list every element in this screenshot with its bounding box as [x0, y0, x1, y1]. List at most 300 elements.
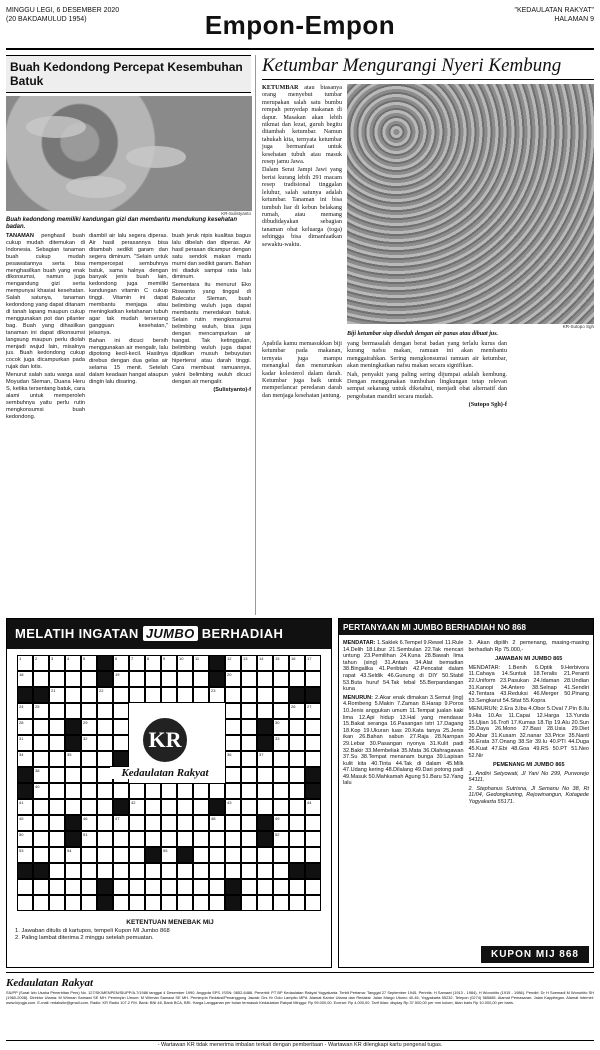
crossword-cell[interactable] [145, 655, 161, 671]
crossword-cell[interactable] [65, 671, 81, 687]
crossword-cell[interactable] [273, 831, 289, 847]
crossword-cell[interactable] [225, 719, 241, 735]
crossword-block [17, 767, 33, 783]
crossword-cell[interactable] [33, 767, 49, 783]
crossword-cell[interactable] [49, 735, 65, 751]
crossword-cell[interactable] [113, 815, 129, 831]
crossword-block [209, 655, 225, 671]
page-number: HALAMAN 9 [554, 16, 594, 23]
crossword-cell[interactable] [97, 719, 113, 735]
crossword-cell[interactable] [209, 815, 225, 831]
body-column-2 [262, 340, 342, 410]
crossword-cell[interactable] [305, 879, 321, 895]
masthead [6, 4, 594, 50]
crossword-cell[interactable] [305, 719, 321, 735]
crossword-block [97, 895, 113, 911]
crossword-cell[interactable] [241, 815, 257, 831]
crossword-cell[interactable] [97, 735, 113, 751]
crossword-cell[interactable] [49, 815, 65, 831]
crossword-cell[interactable] [49, 879, 65, 895]
crossword-cell[interactable] [161, 879, 177, 895]
crossword-cell[interactable] [273, 863, 289, 879]
crossword-cell[interactable] [177, 655, 193, 671]
crossword-cell[interactable] [241, 719, 257, 735]
crossword-cell[interactable] [145, 671, 161, 687]
crossword-block [305, 783, 321, 799]
crossword-block [65, 831, 81, 847]
cell-number: 50 [19, 832, 24, 837]
cell-number: 4 [67, 656, 70, 661]
crossword-cell[interactable] [209, 879, 225, 895]
crossword-cell[interactable] [81, 831, 97, 847]
rules-title: KETENTUAN MENEBAK MIJ [126, 919, 214, 926]
crossword-cell[interactable] [289, 815, 305, 831]
crossword-cell[interactable] [97, 799, 113, 815]
crossword-cell[interactable] [129, 783, 145, 799]
crossword-cell[interactable] [305, 655, 321, 671]
crossword-cell[interactable] [257, 783, 273, 799]
crossword-cell[interactable] [97, 815, 113, 831]
crossword-cell[interactable] [49, 863, 65, 879]
crossword-cell[interactable] [161, 815, 177, 831]
crossword-grid[interactable] [10, 655, 328, 915]
crossword-cell[interactable] [17, 895, 33, 911]
crossword-cell[interactable] [305, 751, 321, 767]
crossword-cell[interactable] [161, 655, 177, 671]
crossword-cell[interactable] [225, 735, 241, 751]
crossword-cell[interactable] [65, 799, 81, 815]
crossword-cell[interactable] [241, 879, 257, 895]
crossword-cell[interactable] [65, 703, 81, 719]
crossword-cell[interactable] [49, 671, 65, 687]
crossword-cell[interactable] [17, 655, 33, 671]
crossword-cell[interactable] [177, 815, 193, 831]
crossword-cell[interactable] [241, 671, 257, 687]
crossword-cell[interactable] [193, 863, 209, 879]
crossword-cell[interactable] [289, 735, 305, 751]
article-kedondong [6, 55, 256, 615]
crossword-cell[interactable] [161, 847, 177, 863]
crossword-cell[interactable] [81, 879, 97, 895]
crossword-cell[interactable] [113, 895, 129, 911]
crossword-cell[interactable] [17, 815, 33, 831]
photo-credit: KR-Sutopo Sgh [562, 324, 594, 329]
crossword-cell[interactable] [305, 847, 321, 863]
crossword-cell[interactable] [241, 799, 257, 815]
crossword-block [17, 783, 33, 799]
paragraph: penghasil buah cukup mudah ditemukan di Indonesia. Sebagian tanaman buah cukup mudah pesawatannya serta bisa menghasilkan buah yang enak dikonsumsi, namun juga mengandung gizi serta mempunyai khasiat kesehatan. Salah satunya, tanaman kedondong yang dapat ditanam di tanah lapang maupun cukup menggunakan pot dan pilanter bag. Buah yang dihasilkan tanaman ini dapat dikonsumsi langsung maupun perlu diolah menjadi wujud lain, misalnya jus. Buah kedondong cukup cocok juga dicampurkan pada rujak dan lotis. [6, 233, 85, 371]
crossword-cell[interactable] [225, 783, 241, 799]
crossword-cell[interactable] [49, 751, 65, 767]
crossword-block [97, 671, 113, 687]
crossword-cell[interactable] [65, 895, 81, 911]
crossword-cell[interactable] [17, 719, 33, 735]
winner-entry: 1. Andini Setyowati, Jl Yani No 299, Purworejo 54111. [468, 770, 589, 784]
answer-list: MENDATAR: 1.Benih 6.Optik 9.Herbivora 11.Cahaya 14.Suntuk 18.Teralis 21.Peranti 22.Uniform 23.Pasukan 24.Idaman 28.Undian 31.Kanopi 34.Antero 38.Selnap 41.Sendiri 42.Tentara 43.Reduksi 46.Merger 50.Pinang 53.Sengkarut 54.Sitat 55.Kopra [468, 664, 589, 704]
crossword-cell[interactable] [113, 735, 129, 751]
crossword-panel [6, 618, 332, 968]
crossword-cell[interactable] [273, 703, 289, 719]
coupon[interactable]: KUPON MIJ 868 [481, 946, 589, 963]
crossword-cell[interactable] [193, 671, 209, 687]
cell-number: 21 [51, 688, 56, 693]
crossword-cell[interactable] [17, 831, 33, 847]
fruit-shape [26, 116, 86, 138]
crossword-cell[interactable] [33, 879, 49, 895]
crossword-cell[interactable] [305, 815, 321, 831]
crossword-cell[interactable] [97, 703, 113, 719]
section-title: Empon-Empon [204, 10, 396, 40]
crossword-cell[interactable] [289, 767, 305, 783]
cell-number: 15 [275, 656, 280, 661]
crossword-cell[interactable] [289, 703, 305, 719]
crossword-cell[interactable] [193, 815, 209, 831]
crossword-cell[interactable] [17, 735, 33, 751]
crossword-cell[interactable] [145, 863, 161, 879]
crossword-cell[interactable] [177, 895, 193, 911]
crossword-cell[interactable] [289, 783, 305, 799]
crossword-cell[interactable] [273, 879, 289, 895]
crossword-cell[interactable] [273, 815, 289, 831]
crossword-cell[interactable] [49, 703, 65, 719]
crossword-cell[interactable] [273, 751, 289, 767]
crossword-cell[interactable] [177, 783, 193, 799]
crossword-cell[interactable] [113, 719, 129, 735]
crossword-cell[interactable] [129, 863, 145, 879]
crossword-block [305, 767, 321, 783]
crossword-cell[interactable] [193, 895, 209, 911]
crossword-cell[interactable] [33, 783, 49, 799]
paragraph: Menurut salah satu warga asal Moyudan Sleman, Duana Heru S, ketika tersentang batuk, cara alami untuk memperoleh sembuhnya yaitu perlu rutin mengkonsumsi buah kedondong. [6, 372, 85, 420]
crossword-cell[interactable] [177, 799, 193, 815]
prize-note: 3. Akan dipilih 2 pemenang, masing-masing berhadiah Rp 75.000,- [468, 640, 589, 653]
crossword-cell[interactable] [145, 687, 161, 703]
crossword-cell[interactable] [113, 687, 129, 703]
crossword-cell[interactable] [241, 751, 257, 767]
crossword-cell[interactable] [225, 655, 241, 671]
crossword-cell[interactable] [209, 831, 225, 847]
crossword-cell[interactable] [161, 863, 177, 879]
crossword-cell[interactable] [305, 831, 321, 847]
crossword-cell[interactable] [129, 879, 145, 895]
crossword-cell[interactable] [33, 895, 49, 911]
crossword-cell[interactable] [113, 847, 129, 863]
cell-number: 55 [163, 848, 168, 853]
crossword-cell[interactable] [257, 655, 273, 671]
crossword-cell[interactable] [289, 751, 305, 767]
crossword-cell[interactable] [129, 655, 145, 671]
crossword-cell[interactable] [273, 767, 289, 783]
crossword-cell[interactable] [81, 735, 97, 751]
crossword-cell[interactable] [193, 831, 209, 847]
cell-number: 16 [291, 656, 296, 661]
cell-number: 25 [35, 704, 40, 709]
crossword-cell[interactable] [33, 831, 49, 847]
cell-number: 47 [115, 816, 120, 821]
crossword-cell[interactable] [113, 783, 129, 799]
crossword-cell[interactable] [225, 687, 241, 703]
cell-number: 3 [51, 656, 54, 661]
crossword-cell[interactable] [257, 863, 273, 879]
crossword-cell[interactable] [257, 799, 273, 815]
crossword-cell[interactable] [257, 671, 273, 687]
crossword-cell[interactable] [193, 655, 209, 671]
crossword-cell[interactable] [225, 671, 241, 687]
crossword-cell[interactable] [305, 671, 321, 687]
crossword-cell[interactable] [209, 687, 225, 703]
crossword-cell[interactable] [305, 703, 321, 719]
crossword-cell[interactable] [289, 879, 305, 895]
cell-number: 17 [307, 656, 312, 661]
crossword-cell[interactable] [257, 703, 273, 719]
crossword-cell[interactable] [129, 799, 145, 815]
crossword-cell[interactable] [113, 863, 129, 879]
crossword-cell[interactable] [49, 687, 65, 703]
crossword-cell[interactable] [49, 655, 65, 671]
crossword-cell[interactable] [113, 879, 129, 895]
crossword-cell[interactable] [289, 847, 305, 863]
crossword-cell[interactable] [257, 847, 273, 863]
crossword-cell[interactable] [33, 751, 49, 767]
crossword-cell[interactable] [177, 671, 193, 687]
crossword-cell[interactable] [241, 847, 257, 863]
crossword-cell[interactable] [145, 799, 161, 815]
crossword-cell[interactable] [129, 847, 145, 863]
crossword-cell[interactable] [65, 687, 81, 703]
crossword-cell[interactable] [193, 687, 209, 703]
paragraph: diambil air lalu segera diperas. Air hasil perasannya bisa ditambah sedikit garam dan segera diminum. "Selain untuk mempercepat sembuhnya batuk, sama halnya dengan banyak jenis buah lain, kedondong juga memiliki kandungan vitamin C cukup tinggi. Vitamin ini dapat membantu menjaga atau meningkatkan ketahanan tubuh agar tak mudah terserang gangguan kesehatan," jelasnya. [89, 233, 168, 336]
crossword-cell[interactable] [81, 719, 97, 735]
crossword-cell[interactable] [289, 831, 305, 847]
crossword-cell[interactable] [33, 847, 49, 863]
crossword-cell[interactable] [113, 671, 129, 687]
crossword-cell[interactable] [161, 799, 177, 815]
crossword-cell[interactable] [257, 767, 273, 783]
crossword-cell[interactable] [289, 671, 305, 687]
crossword-cell[interactable] [33, 703, 49, 719]
crossword-cell[interactable] [33, 735, 49, 751]
crossword-cell[interactable] [177, 831, 193, 847]
crossword-cell[interactable] [33, 799, 49, 815]
crossword-cell[interactable] [81, 783, 97, 799]
article-body [6, 233, 251, 421]
crossword-cell[interactable] [113, 831, 129, 847]
crossword-cell[interactable] [273, 687, 289, 703]
cell-number: 11 [195, 656, 200, 661]
crossword-cell[interactable] [145, 895, 161, 911]
crossword-cell[interactable] [113, 655, 129, 671]
cell-number: 48 [211, 816, 216, 821]
crossword-cell[interactable] [81, 895, 97, 911]
crossword-cell[interactable] [49, 847, 65, 863]
crossword-cell[interactable] [193, 879, 209, 895]
crossword-cell[interactable] [49, 767, 65, 783]
crossword-cell[interactable] [177, 879, 193, 895]
crossword-cell[interactable] [17, 799, 33, 815]
crossword-cell[interactable] [81, 767, 97, 783]
crossword-cell[interactable] [273, 895, 289, 911]
crossword-cell[interactable] [241, 703, 257, 719]
crossword-cell[interactable] [177, 687, 193, 703]
article-kedondong-headline: Buah Kedondong Percepat Kesembuhan Batuk [6, 55, 251, 93]
crossword-cell[interactable] [225, 831, 241, 847]
crossword-cell[interactable] [49, 895, 65, 911]
crossword-cell[interactable] [273, 719, 289, 735]
crossword-cell[interactable] [129, 815, 145, 831]
crossword-cell[interactable] [97, 751, 113, 767]
crossword-cell[interactable] [193, 847, 209, 863]
crossword-cell[interactable] [65, 783, 81, 799]
crossword-cell[interactable] [17, 751, 33, 767]
crossword-cell[interactable] [241, 655, 257, 671]
crossword-cell[interactable] [17, 879, 33, 895]
cell-number: 6 [115, 656, 118, 661]
questions-column-1 [343, 640, 464, 808]
crossword-cell[interactable] [241, 831, 257, 847]
cell-number: 27 [307, 704, 312, 709]
crossword-cell[interactable] [129, 895, 145, 911]
crossword-cell[interactable] [305, 799, 321, 815]
crossword-cell[interactable] [225, 799, 241, 815]
crossword-cell[interactable] [273, 671, 289, 687]
footer-note: - Wartawan KR tidak menerima imbalan terkait dengan pemberitaan - Wartawan KR dilengkapi kartu pengenal tugas. [6, 1040, 594, 1048]
crossword-cell[interactable] [97, 831, 113, 847]
crossword-cell[interactable] [17, 671, 33, 687]
crossword-cell[interactable] [241, 687, 257, 703]
crossword-cell[interactable] [257, 751, 273, 767]
crossword-cell[interactable] [209, 847, 225, 863]
crossword-cell[interactable] [273, 655, 289, 671]
clue-list: 2.Akar enak dimakan 3.Semut (ing) 4.Rombeng 5.Makin 7.Zaman 8.Harap 9.Poros 10.Jenis anggukan umum 11.Tempat jualan kaki lima 12.Api hidup 13.Hal yang mendasar 15.Bakat seranga 16.Pasangan istri 17.Dagang 18.Kop 19.Ukuran luas 20.Kata tanya 25.Jenis ikan 26.Bahan sabun 27.Raja 28.Narnpan 29.Lebar 30.Pasangan nyonya 31.Kulit padi 32.Bakir 33.Membeliak 35.Mata 36.Olahragawan 37.Su 38.Tempat menanam bunga 39.Lapisan kulit kita 40.Tinta 44.Tak di dalam 45.Milk 47.Udang kering 48.Dilalang 49.Dari potong padi 49.Masuk 50.Mahkamah Agung 51.Baru 52.Yang lalu [343, 694, 464, 787]
crossword-cell[interactable] [241, 735, 257, 751]
crossword-cell[interactable] [81, 799, 97, 815]
crossword-cell[interactable] [145, 831, 161, 847]
crossword-cell[interactable] [65, 863, 81, 879]
crossword-cell[interactable] [289, 719, 305, 735]
crossword-cell[interactable] [225, 847, 241, 863]
crossword-cell[interactable] [161, 783, 177, 799]
paragraph: atau biasanya orang menyebut tumbar merupakan salah satu bumbu rempah penyedap makanan di dapur. Masakan akan lebih nikmat dan lezat, guruh begitu ditambah ketumbar. Namun tahukah kita, ternyata ketumbar juga bermanfaat untuk kesehatan tubuh atau masuk resep jamu Jawa. [262, 84, 342, 166]
crossword-cell[interactable] [145, 815, 161, 831]
crossword-cell[interactable] [97, 863, 113, 879]
body-column-2 [89, 233, 168, 421]
photo-caption: Buah kedondong memiliki kandungan gizi dan membantu mendukung kesehatan badan. [6, 217, 238, 230]
masthead-paper [514, 6, 594, 24]
crossword-cell[interactable] [17, 703, 33, 719]
cell-number: 9 [163, 656, 166, 661]
date-line-2: (20 BAKDAMULUD 1954) [6, 16, 87, 23]
crossword-cell[interactable] [65, 879, 81, 895]
crossword-cell[interactable] [17, 847, 33, 863]
crossword-cell[interactable] [33, 655, 49, 671]
cell-number: 29 [83, 720, 88, 725]
crossword-cell[interactable] [241, 767, 257, 783]
crossword-cell[interactable] [161, 831, 177, 847]
crossword-cell[interactable] [225, 767, 241, 783]
crossword-cell[interactable] [81, 655, 97, 671]
crossword-cell[interactable] [97, 783, 113, 799]
crossword-cell[interactable] [49, 831, 65, 847]
crossword-cell[interactable] [225, 863, 241, 879]
crossword-cell[interactable] [241, 895, 257, 911]
crossword-cell[interactable] [49, 783, 65, 799]
cell-number: 36 [227, 752, 232, 757]
title-part: MELATIH INGATAN [15, 626, 139, 641]
crossword-cell[interactable] [193, 799, 209, 815]
crossword-cell[interactable] [81, 671, 97, 687]
crossword-cell[interactable] [49, 799, 65, 815]
crossword-cell[interactable] [241, 783, 257, 799]
crossword-cell[interactable] [209, 783, 225, 799]
crossword-cell[interactable] [209, 895, 225, 911]
crossword-cell[interactable] [65, 655, 81, 671]
crossword-cell[interactable] [209, 863, 225, 879]
crossword-cell[interactable] [145, 879, 161, 895]
crossword-cell[interactable] [65, 847, 81, 863]
crossword-cell[interactable] [225, 751, 241, 767]
crossword-cell[interactable] [305, 735, 321, 751]
crossword-cell[interactable] [49, 719, 65, 735]
crossword-cell[interactable] [289, 895, 305, 911]
crossword-cell[interactable] [81, 687, 97, 703]
crossword-cell[interactable] [129, 687, 145, 703]
crossword-cell[interactable] [33, 671, 49, 687]
crossword-cell[interactable] [241, 863, 257, 879]
crossword-cell[interactable] [273, 799, 289, 815]
crossword-cell[interactable] [257, 687, 273, 703]
crossword-cell[interactable] [161, 895, 177, 911]
imprint-text: SIUPP (Surat Izin Usaha Penerbitan Pers) No. 127/SK/MENPEN/SIUPP/A.7/1986 tanggal 4 Desember 1990. Anggota SPS. ISSN: 0852-6486. Penerbit: PT BP Kedaulatan Rakyat Yogyakarta. Terbit Pertama: Tanggal 27 September 1945. Perintis: H Samawi (1913 - 1984), H Wonohito (1915 - 1986). Pendiri: Dr H Soemadi M Wonohito SH (1960-2008). Direktur Utama: M Wirman Samawi SE MH. Pemimpin Umum: M Wirman Samawi SE MH. Pemimpin Redaksi/Penanggung Jawab: Drs Hr Octo Lampito MPd. Alamat Kantor Utama dan Redaksi: Jalan Margo Utomo 40-46, Yogyakarta 55232. Telepon (0274) 565685. Alamat Pemasaran: Jalan Kappitegan. Alamat Internet: www.krjogja.com. E-mail: redaksikr@gmail.com. Radio: KR Radio 107.2 FM. Bank: BNI 46, Bank BCA, BRI. Harga Langganan per bulan termasuk Kedaulatan Rakyat Minggu: Rp 99.000,00. Eceran: Rp 4.000,00. Tarif Iklan: display Rp 37.500,00 per mm kolom; iklan baris Rp 10.000,00 per baris. [6, 990, 594, 1005]
crossword-cell[interactable] [273, 783, 289, 799]
crossword-cell[interactable] [65, 767, 81, 783]
crossword-cell[interactable] [81, 815, 97, 831]
crossword-cell[interactable] [257, 879, 273, 895]
crossword-cell[interactable] [161, 687, 177, 703]
crossword-cell[interactable] [257, 895, 273, 911]
crossword-cell[interactable] [81, 863, 97, 879]
crossword-cell[interactable] [289, 799, 305, 815]
body-column-3 [172, 233, 251, 421]
crossword-cell[interactable] [81, 703, 97, 719]
imprint-box [6, 972, 594, 1038]
crossword-cell[interactable] [177, 863, 193, 879]
crossword-cell[interactable] [65, 751, 81, 767]
crossword-cell[interactable] [273, 847, 289, 863]
cell-number: 38 [35, 768, 40, 773]
crossword-block [65, 719, 81, 735]
crossword-cell[interactable] [145, 783, 161, 799]
crossword-cell[interactable] [161, 671, 177, 687]
crossword-cell[interactable] [225, 815, 241, 831]
crossword-cell[interactable] [273, 735, 289, 751]
crossword-cell[interactable] [129, 671, 145, 687]
crossword-cell[interactable] [81, 751, 97, 767]
article-ketumbar-headline: Ketumbar Mengurangi Nyeri Kembung [262, 55, 594, 80]
crossword-cell[interactable] [33, 719, 49, 735]
cell-number: 14 [259, 656, 264, 661]
crossword-cell[interactable] [129, 831, 145, 847]
crossword-cell[interactable] [225, 703, 241, 719]
crossword-cell[interactable] [305, 895, 321, 911]
crossword-cell[interactable] [33, 815, 49, 831]
crossword-cell[interactable] [289, 655, 305, 671]
crossword-cell[interactable] [113, 703, 129, 719]
cell-number: 49 [275, 816, 280, 821]
crossword-cell[interactable] [97, 687, 113, 703]
crossword-cell[interactable] [97, 847, 113, 863]
crossword-cell[interactable] [193, 783, 209, 799]
crossword-cell[interactable] [81, 847, 97, 863]
